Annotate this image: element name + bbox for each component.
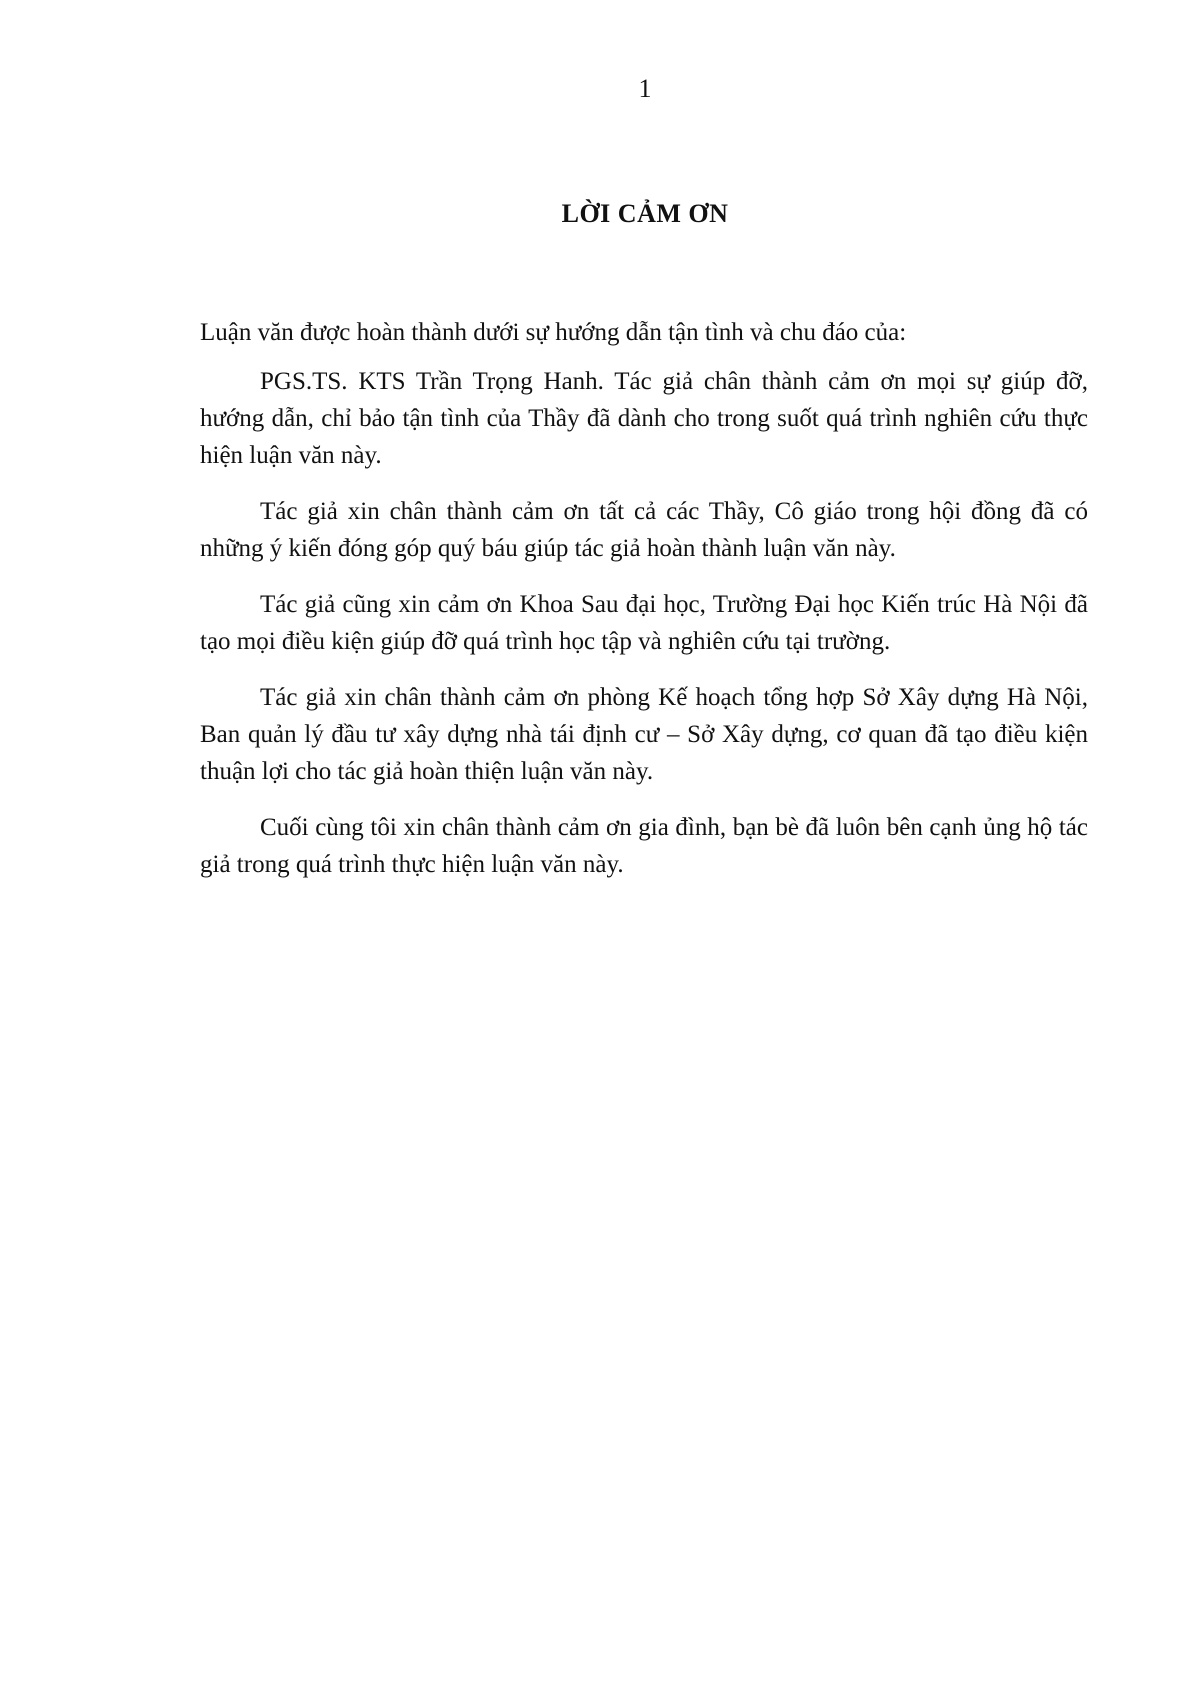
page-title: LỜI CẢM ƠN xyxy=(561,199,729,228)
paragraph-faculty: Tác giả cũng xin cảm ơn Khoa Sau đại học, Trường Đại học Kiến trúc Hà Nội đã tạo mọi điều kiện giúp đỡ quá trình học tập và nghiên cứu tại trường. xyxy=(200,591,1088,655)
intro-paragraph: Luận văn được hoàn thành dưới sự hướng dẫn tận tình và chu đáo của: xyxy=(200,319,907,346)
paragraph-advisor: PGS.TS. KTS Trần Trọng Hanh. Tác giả chân thành cảm ơn mọi sự giúp đỡ, hướng dẫn, chỉ bảo tận tình của Thầy đã dành cho trong suốt quá trình nghiên cứu thực hiện luận văn này. xyxy=(200,368,1088,469)
body-text xyxy=(200,314,1088,902)
paragraph-family: Cuối cùng tôi xin chân thành cảm ơn gia đình, bạn bè đã luôn bên cạnh ủng hộ tác giả trong quá trình thực hiện luận văn này. xyxy=(200,814,1088,878)
page-number: 1 xyxy=(638,74,652,103)
paragraph-committee: Tác giả xin chân thành cảm ơn tất cả các Thầy, Cô giáo trong hội đồng đã có những ý kiến đóng góp quý báu giúp tác giả hoàn thành luận văn này. xyxy=(200,498,1088,562)
paragraph-department: Tác giả xin chân thành cảm ơn phòng Kế hoạch tổng hợp Sở Xây dựng Hà Nội, Ban quản lý đầu tư xây dựng nhà tái định cư – Sở Xây dựng, cơ quan đã tạo điều kiện thuận lợi cho tác giả hoàn thiện luận văn này. xyxy=(200,684,1088,785)
